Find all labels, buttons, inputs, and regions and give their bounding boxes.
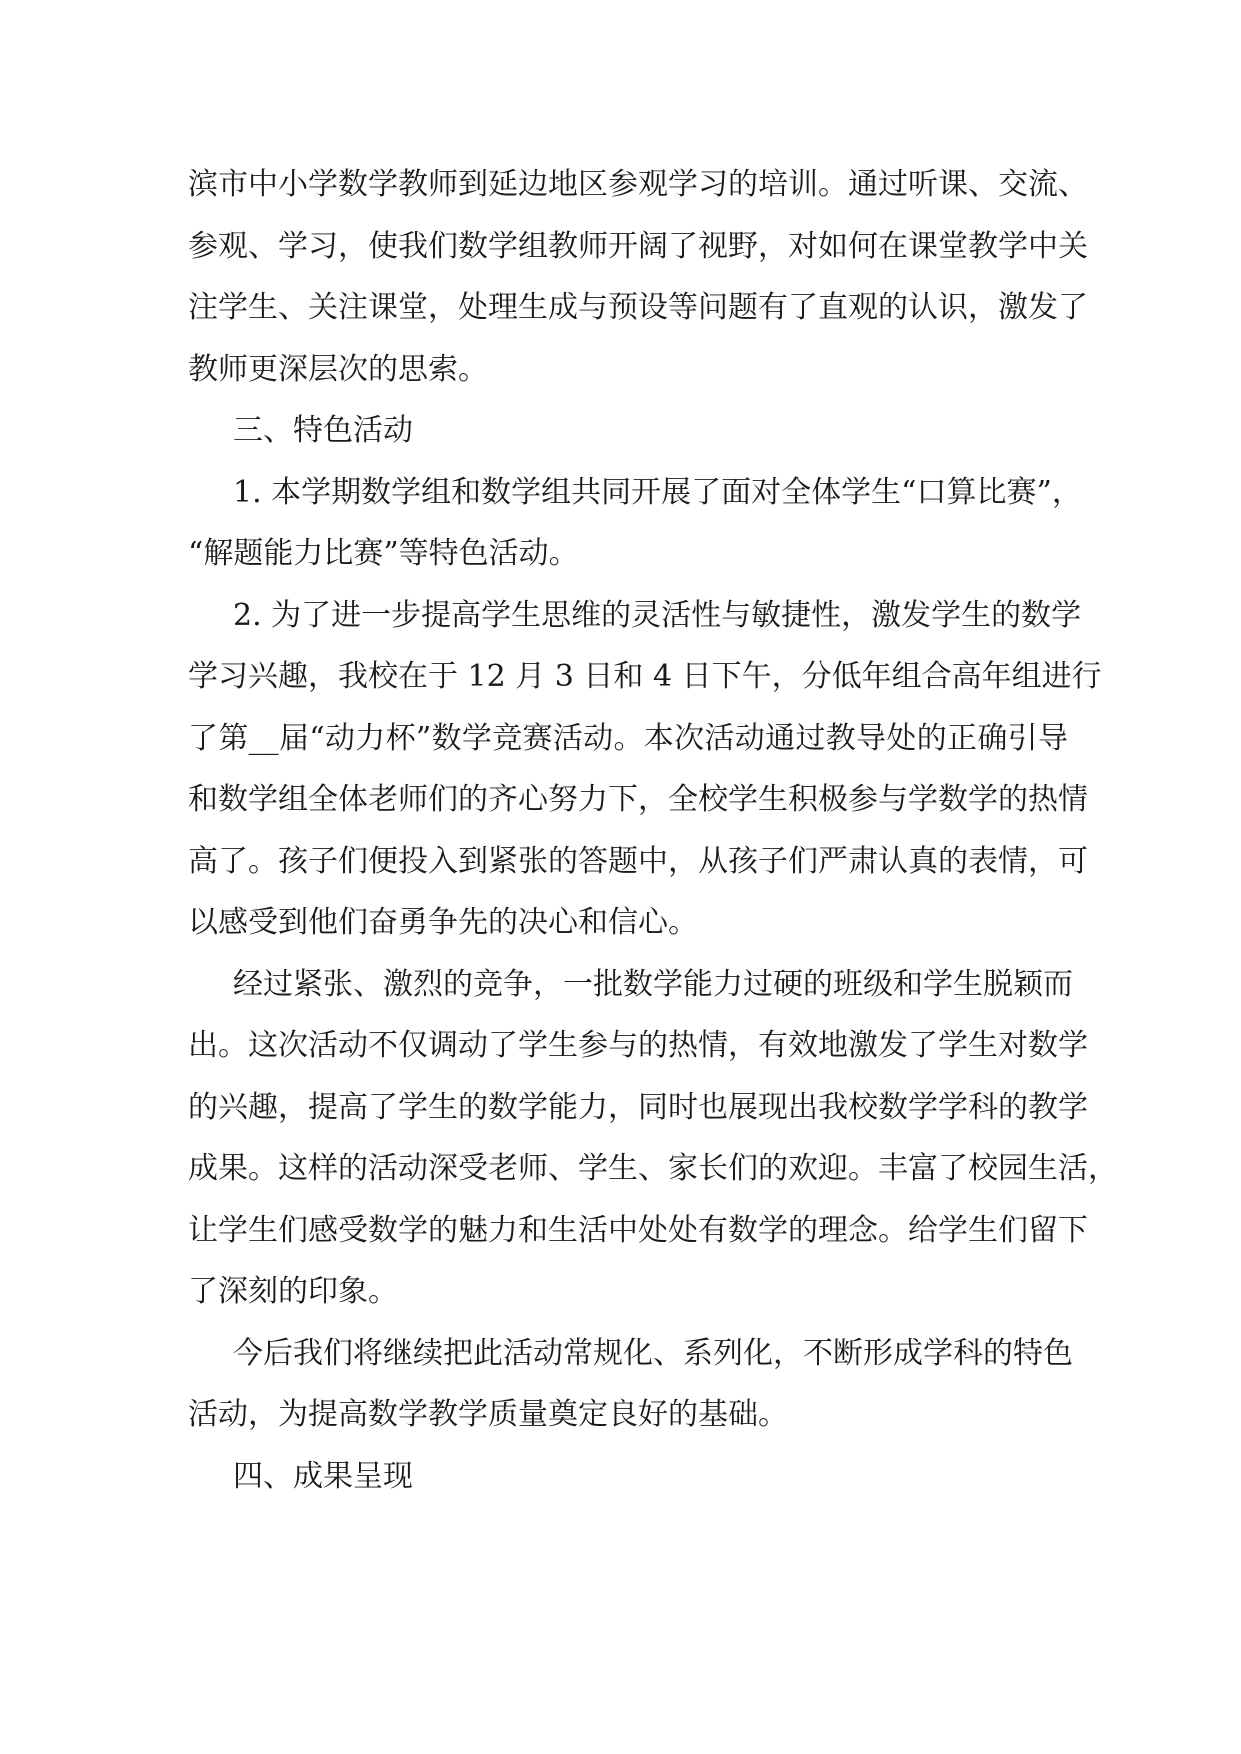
- paragraph-line: 今后我们将继续把此活动常规化、系列化，不断形成学科的特色: [233, 1335, 1073, 1371]
- paragraph-line: 经过紧张、激烈的竞争，一批数学能力过硬的班级和学生脱颖而: [233, 966, 1073, 1002]
- paragraph-line: 学习兴趣，我校在于 12 月 3 日和 4 日下午，分低年组合高年组进行: [188, 659, 1102, 694]
- paragraph-line: 参观、学习，使我们数学组教师开阔了视野，对如何在课堂教学中关: [188, 228, 1088, 264]
- document-body: [188, 154, 1118, 1507]
- paragraph-line: 高了。孩子们便投入到紧张的答题中，从孩子们严肃认真的表情，可: [188, 843, 1088, 879]
- paragraph-line: 了深刻的印象。: [188, 1274, 398, 1309]
- paragraph-line: 2. 为了进一步提高学生思维的灵活性与敏捷性，激发学生的数学: [233, 597, 1082, 633]
- paragraph-line: 成果。这样的活动深受老师、学生、家长们的欢迎。丰富了校园生活，: [188, 1151, 1118, 1186]
- paragraph-line: 注学生、关注课堂，处理生成与预设等问题有了直观的认识，激发了: [188, 290, 1088, 325]
- paragraph-line: 以感受到他们奋勇争先的决心和信心。: [188, 905, 698, 940]
- section-heading: 四、成果呈现: [233, 1458, 413, 1494]
- paragraph-line: 滨市中小学数学教师到延边地区参观学习的培训。通过听课、交流、: [188, 167, 1088, 202]
- paragraph-line: “解题能力比赛”等特色活动。: [188, 536, 579, 571]
- paragraph-line: 了第__届“动力杯”数学竞赛活动。本次活动通过教导处的正确引导: [188, 720, 1068, 756]
- paragraph-line: 让学生们感受数学的魅力和生活中处处有数学的理念。给学生们留下: [188, 1212, 1088, 1248]
- paragraph-line: 的兴趣，提高了学生的数学能力，同时也展现出我校数学学科的教学: [188, 1089, 1088, 1125]
- paragraph-line: 出。这次活动不仅调动了学生参与的热情，有效地激发了学生对数学: [188, 1028, 1088, 1063]
- paragraph-line: 和数学组全体老师们的齐心努力下，全校学生积极参与学数学的热情: [188, 782, 1088, 817]
- paragraph-line: 活动，为提高数学教学质量奠定良好的基础。: [188, 1397, 788, 1432]
- paragraph-line: 教师更深层次的思索。: [188, 351, 488, 387]
- section-heading: 三、特色活动: [233, 413, 413, 448]
- paragraph-line: 1. 本学期数学组和数学组共同开展了面对全体学生“口算比赛”，: [233, 474, 1082, 510]
